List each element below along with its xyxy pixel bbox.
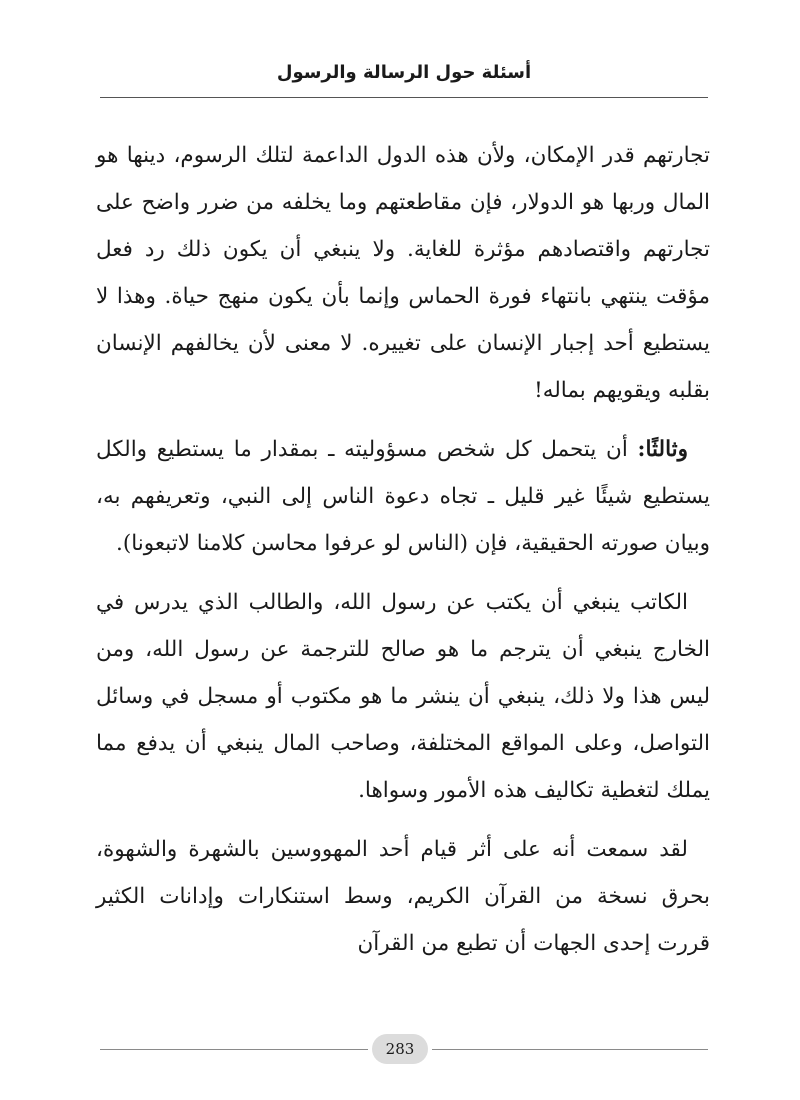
running-header: أسئلة حول الرسالة والرسول: [276, 62, 532, 83]
paragraph-text: لقد سمعت أنه على أثر قيام أحد المهووسين بالشهرة والشهوة، بحرق نسخة من القرآن الكريم، وسط استنكارات وإدانات الكثير قررت إحدى الجهات أن تطبع من القرآن: [96, 837, 710, 956]
paragraph: [96, 426, 710, 567]
paragraph: [96, 579, 710, 814]
paragraph-text: الكاتب ينبغي أن يكتب عن رسول الله، والطالب الذي يدرس في الخارج ينبغي أن يترجم ما هو صالح للترجمة عن رسول الله، ومن ليس هذا ولا ذلك، ينبغي أن ينشر ما هو مكتوب أو مسجل في وسائل التواصل، وعلى المواقع المختلفة، وصاحب المال ينبغي أن يدفع مما يملك لتغطية تكاليف هذه الأمور وسواها.: [96, 590, 710, 803]
page-number-badge: 283: [372, 1034, 428, 1064]
footer-divider-left: [100, 1049, 368, 1050]
paragraph: [96, 826, 710, 967]
body-text: [96, 132, 710, 967]
footer-divider-right: [432, 1049, 708, 1050]
paragraph: [96, 132, 710, 414]
paragraph-text: أن يتحمل كل شخص مسؤوليته ـ بمقدار ما يستطيع والكل يستطيع شيئًا غير قليل ـ تجاه دعوة الناس إلى النبي، وتعريفهم به، وبيان صورته الحقيقية، فإن (الناس لو عرفوا محاسن كلامنا لاتبعونا).: [96, 437, 710, 556]
header-divider: [100, 97, 708, 98]
paragraph-text: تجارتهم قدر الإمكان، ولأن هذه الدول الداعمة لتلك الرسوم، دينها هو المال وربها هو الدولار، فإن مقاطعتهم وما يخلفه من ضرر واضح على تجارتهم واقتصادهم مؤثرة للغاية. ولا ينبغي أن يكون ذلك رد فعل مؤقت ينتهي بانتهاء فورة الحماس وإنما بأن يكون منهج حياة. وهذا لا يستطيع أحد إجبار الإنسان على تغييره. لا معنى لأن يخالفهم الإنسان بقلبه ويقويهم بماله!: [96, 143, 710, 403]
paragraph-lead: وثالثًا:: [637, 437, 688, 462]
